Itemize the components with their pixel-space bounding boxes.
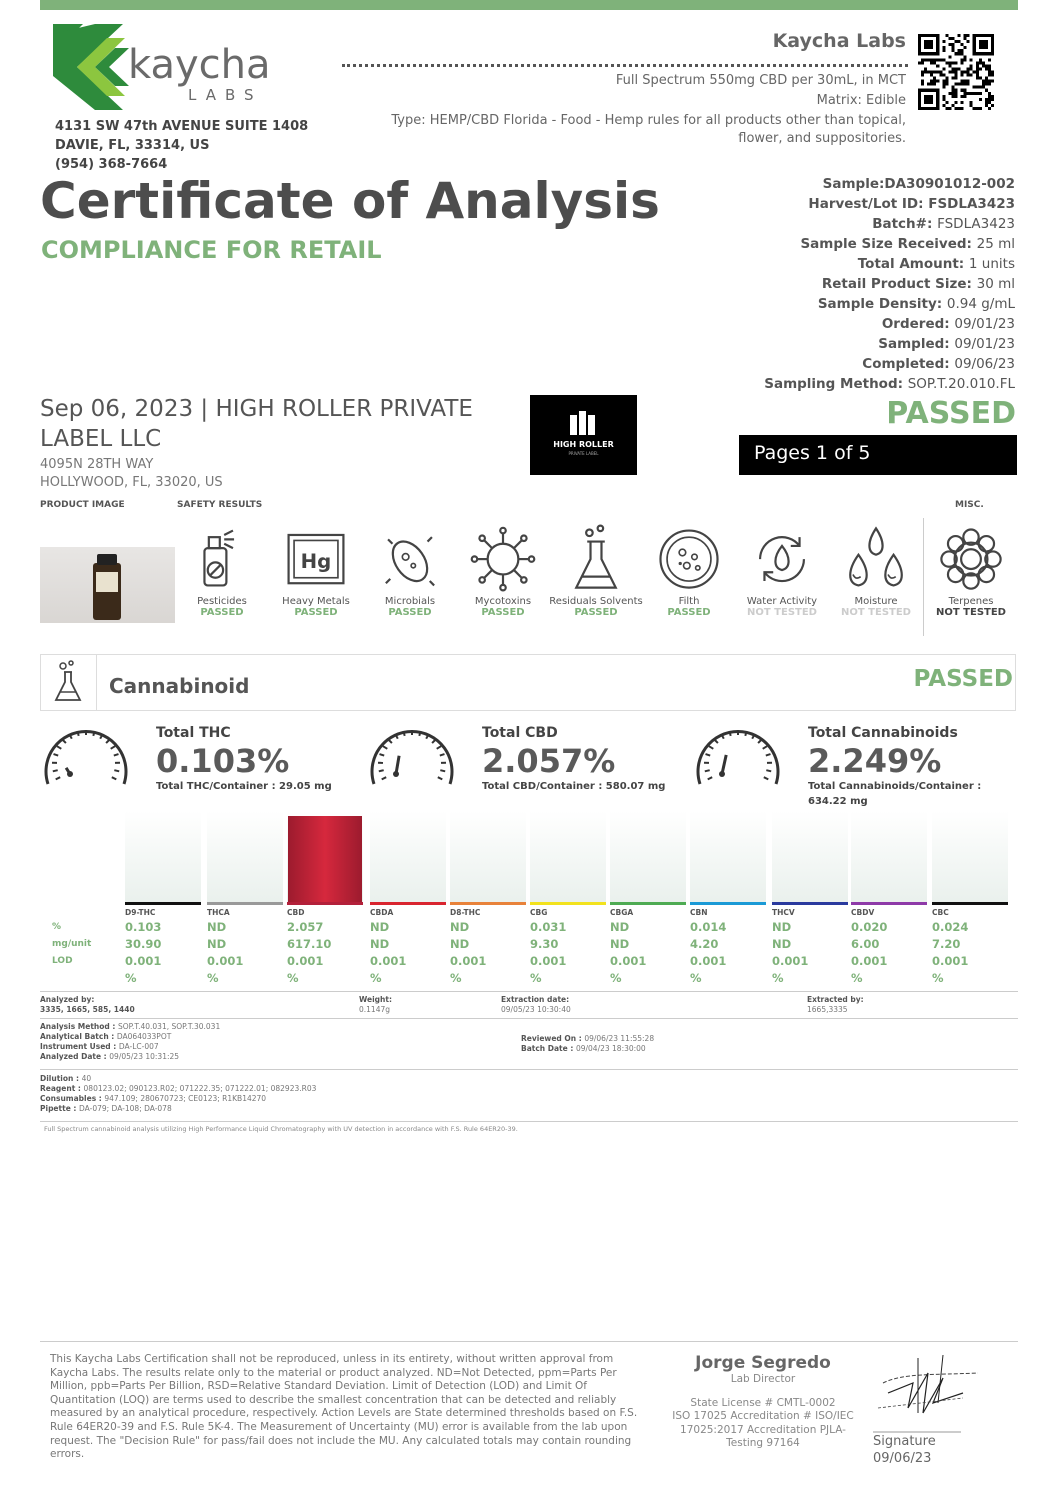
lab-address: 4131 SW 47th AVENUE SUITE 1408 DAVIE, FL, 33314, US (954) 368-7664 [55,119,309,172]
compound-unit: % [287,971,299,985]
safety-status: PASSED [388,607,432,618]
bottle-label [96,572,118,592]
compound-pct: 0.014 [690,920,727,934]
safety-result-terpenes [923,524,1019,618]
safety-result-water-activity [734,524,830,618]
client-address: 4095N 28TH WAY HOLLYWOOD, FL, 33020, US [40,457,223,490]
bar-color-line [287,902,363,905]
safety-name: Terpenes [948,596,994,607]
sample-detail-row [764,274,1015,294]
product-info [346,71,906,147]
sample-detail-value: 09/01/23 [954,336,1015,352]
total-label: Total THC [156,725,231,741]
cannabinoid-header-separator [96,654,97,711]
sample-detail-value: DA30901012-002 [884,176,1015,192]
compound-mg: 617.10 [287,937,332,951]
bar-color-line [851,902,927,905]
compound-pct: ND [207,920,227,934]
compound-lod: 0.001 [530,954,567,968]
sample-detail-row [764,214,1015,234]
compound-name: D9-THC [125,908,156,917]
brand-cards-icon [568,411,598,437]
page-title: Certificate of Analysis [40,172,660,230]
sample-detail-value: 25 ml [976,236,1015,252]
compound-pct: 0.031 [530,920,567,934]
brand-logo-sub: PRIVATE LABEL [568,451,599,456]
compound-name: D8-THC [450,908,481,917]
sample-detail-label: Completed: [862,356,955,372]
sample-detail-row [764,174,1015,194]
total-value: 2.057% [482,742,616,780]
safety-status: NOT TESTED [841,607,911,618]
compound-pct: 2.057 [287,920,324,934]
bar-background [450,811,526,905]
sample-detail-value: FSDLA3423 [937,216,1015,232]
bar-background [370,811,446,905]
compound-pct: 0.020 [851,920,888,934]
bar-background [530,811,606,905]
bar-background [851,811,927,905]
bar-background [125,811,201,905]
compound-lod: 0.001 [932,954,969,968]
sample-detail-row [764,294,1015,314]
review-block: Reviewed On : 09/06/23 11:55:28 Batch Date : 09/04/23 18:30:00 [521,1034,655,1053]
cannabinoid-flask-icon [52,660,84,704]
director-license: State License # CMTL-0002 [690,1396,836,1409]
compound-pct: 0.024 [932,920,969,934]
compound-pct: ND [772,920,792,934]
safety-name: Microbials [384,596,436,607]
safety-status: NOT TESTED [936,607,1006,618]
safety-result-moisture [828,524,924,618]
sample-detail-row [764,354,1015,374]
safety-result-microbials [362,524,458,618]
extracted-by: Extracted by: 1665,3335 [807,995,864,1014]
safety-status: PASSED [574,607,618,618]
top-accent-bar [40,0,1018,10]
safety-status: PASSED [667,607,711,618]
sample-detail-value: 09/01/23 [954,316,1015,332]
heavy-metals-hg-icon [280,524,352,592]
product-name: Full Spectrum 550mg CBD per 30mL, in MCT [615,73,906,88]
bar-color-line [772,902,848,905]
compound-pct: 0.103 [125,920,162,934]
total-per-container: Total CBD/Container : 580.07 mg [482,781,666,792]
total-value: 2.249% [808,742,942,780]
total-per-container: Total THC/Container : 29.05 mg [156,781,332,792]
compound-lod: 0.001 [690,954,727,968]
product-type: Type: HEMP/CBD Florida - Food - Hemp rules for all products other than topical, [391,113,906,128]
safety-name: Filth [678,596,700,607]
sample-detail-label: Sampling Method: [764,376,908,392]
signature-image [873,1353,988,1433]
lab-director [668,1353,858,1451]
compound-lod: 0.001 [851,954,888,968]
virus-icon [467,524,539,592]
safety-name: Heavy Metals [282,596,350,607]
compound-unit: % [690,971,702,985]
compound-lod: 0.001 [772,954,809,968]
compound-name: THCA [207,908,230,917]
compound-name: CBG [530,908,548,917]
compound-mg: ND [772,937,792,951]
qr-code-icon[interactable] [918,34,994,110]
sample-detail-value: 09/06/23 [954,356,1015,372]
lab-name: Kaycha Labs [772,30,906,52]
compound-unit: % [772,971,784,985]
safety-result-mycotoxins [455,524,551,618]
flower-icon [935,524,1007,592]
sample-detail-label: Batch#: [872,216,938,232]
divider [40,1069,1018,1070]
compound-unit: % [851,971,863,985]
compound-mg: 6.00 [851,937,880,951]
compound-pct: ND [610,920,630,934]
misc-separator [923,518,924,636]
compound-name: CBGA [610,908,634,917]
safety-result-filth [641,524,737,618]
pesticide-spray-icon [186,524,258,592]
dotted-divider [342,64,908,67]
compound-unit: % [125,971,137,985]
row-label: LOD [52,956,73,966]
compound-lod: 0.001 [125,954,162,968]
compound-unit: % [370,971,382,985]
weight: Weight: 0.1147g [359,995,392,1014]
safety-result-pesticides [174,524,270,618]
sample-detail-label: Total Amount: [857,256,969,272]
safety-status: PASSED [200,607,244,618]
compound-lod: 0.001 [370,954,407,968]
compound-pct: ND [370,920,390,934]
sample-detail-value: SOP.T.20.010.FL [907,376,1015,392]
compound-lod: 0.001 [450,954,487,968]
sample-detail-label: Harvest/Lot ID: [808,196,929,212]
reagents-block: Dilution : 40 Reagent : 080123.02; 090123.R02; 071222.35; 071222.01; 082923.R03 Consumables : 947.109; 280670723; CE0123; R1KB14270 Pipette : DA-079; DA-108; DA-078 [40,1074,317,1113]
sample-detail-value: FSDLA3423 [928,196,1015,212]
bar-background [690,811,766,905]
total-label: Total CBD [482,725,558,741]
bar-color-line [207,902,283,905]
sample-detail-row [764,374,1015,394]
compound-unit: % [932,971,944,985]
bar-color-line [370,902,446,905]
analysis-method-block: Analysis Method : SOP.T.40.031, SOP.T.30.031 Analytical Batch : DA064033POT Instrument Used : DA-LC-007 Analyzed Date : 09/05/23 10:31:25 [40,1022,221,1061]
total-value: 0.103% [156,742,290,780]
sample-detail-value: 30 ml [976,276,1015,292]
client-brand-logo [530,395,637,475]
bar-color-line [125,902,201,905]
droplets-icon [840,524,912,592]
sample-details [764,174,1015,394]
bar-color-line [450,902,526,905]
compound-unit: % [450,971,462,985]
safety-name: Water Activity [746,596,818,607]
logo-sub-wordmark: LABS [188,86,263,104]
bar-fill [288,816,362,904]
compound-name: CBC [932,908,949,917]
bar-color-line [530,902,606,905]
sample-detail-row [764,314,1015,334]
disclaimer: This Kaycha Labs Certification shall not be reproduced, unless in its entirety, without written approval from Kaycha Labs. The results relate only to the material or product analyzed. ND=Not Detected, ppm=Parts Per Million, ppb=Parts Per Billion, RSD=Relative Standard Deviation. Limit of Detection (LOD) and Limit Of Quantitation (LOQ) are terms used to describe the smallest concentration that can be detected and reliably measured by an analytical procedure, respectively. Action Levels are State determined thresholds based on F.S. Rule 64ER20-39 and F.S. Rule 5K-4. The Measurement of Uncertainty (MU) error is available from the lab upon request. The "Decision Rule" for pass/fail does not include the MU. Any calculated totals may contain rounding errors. [50,1353,638,1461]
safety-result-heavy-metals [268,524,364,618]
sample-detail-label: Sample Density: [817,296,947,312]
director-name: Jorge Segredo [695,1353,831,1373]
gauge-icon [40,722,132,792]
safety-name: Residuals Solvents [549,596,643,607]
misc-label: MISC. [955,500,984,510]
divider [40,1018,1018,1019]
bar-background [207,811,283,905]
safety-status: PASSED [294,607,338,618]
bottle-cap [97,554,117,565]
client-heading: Sep 06, 2023 | HIGH ROLLER PRIVATE LABEL LLC [40,396,473,452]
safety-results-label: SAFETY RESULTS [177,500,263,510]
cannabinoid-status: PASSED [913,666,1013,692]
compound-unit: % [530,971,542,985]
signature-block: Signature 09/06/23 [873,1434,936,1466]
safety-name: Mycotoxins [474,596,532,607]
compound-name: CBDA [370,908,394,917]
director-accreditation: ISO 17025 Accreditation # ISO/IEC 17025:2017 Accreditation PJLA-Testing 97164 [672,1410,854,1450]
petri-dish-icon [653,524,725,592]
compound-mg: 7.20 [932,937,961,951]
compound-mg: ND [207,937,227,951]
sample-detail-label: Sampled: [878,336,955,352]
compound-name: CBD [287,908,305,917]
sample-detail-row [764,194,1015,214]
compound-mg: 9.30 [530,937,559,951]
footer-divider [40,1341,1018,1342]
sample-detail-row [764,254,1015,274]
compound-unit: % [610,971,622,985]
safety-name: Pesticides [197,596,247,607]
overall-status: PASSED [886,396,1016,431]
sample-detail-value: 0.94 g/mL [946,296,1015,312]
sample-detail-label: Ordered: [881,316,955,332]
analyzed-by: Analyzed by: 3335, 1665, 585, 1440 [40,995,135,1014]
compound-mg: ND [610,937,630,951]
compound-mg: ND [370,937,390,951]
safety-result-residuals-solvents [548,524,644,618]
method-note: Full Spectrum cannabinoid analysis utilizing High Performance Liquid Chromatography with UV detection in accordance with F.S. Rule 64ER20-39. [44,1125,518,1133]
safety-status: NOT TESTED [747,607,817,618]
compound-mg: 4.20 [690,937,719,951]
logo-wordmark: kaycha [128,42,271,88]
total-per-container: Total Cannabinoids/Container : 634.22 mg [808,781,982,807]
brand-logo-text: HIGH ROLLER [553,440,614,449]
sample-detail-value: 1 units [968,256,1015,272]
safety-status: PASSED [481,607,525,618]
total-label: Total Cannabinoids [808,725,958,741]
sample-detail-label: Retail Product Size: [821,276,977,292]
sample-detail-label: Sample Size Received: [800,236,977,252]
svg-text:Hg: Hg [300,549,332,573]
row-label: % [52,922,62,932]
compound-mg: 30.90 [125,937,162,951]
product-matrix: Matrix: Edible [816,93,906,108]
gauge-icon [366,722,458,792]
sample-detail-row [764,334,1015,354]
compound-lod: 0.001 [207,954,244,968]
gauge-icon [692,722,784,792]
compound-name: THCV [772,908,795,917]
product-type-cont: flower, and suppositories. [738,131,906,146]
bar-background [932,811,1008,905]
safety-name: Moisture [854,596,898,607]
compound-name: CBN [690,908,708,917]
director-title: Lab Director [730,1373,796,1385]
row-label: mg/unit [52,939,92,949]
divider [40,1121,1018,1122]
microbe-icon [374,524,446,592]
water-cycle-icon [746,524,818,592]
page-subtitle: COMPLIANCE FOR RETAIL [41,236,382,264]
page-counter: Pages 1 of 5 [739,435,1017,475]
flask-icon [560,524,632,592]
compound-mg: ND [450,937,470,951]
compound-lod: 0.001 [287,954,324,968]
bar-color-line [932,902,1008,905]
bar-color-line [690,902,766,905]
bar-background [772,811,848,905]
compound-name: CBDV [851,908,875,917]
divider [40,991,1018,992]
sample-detail-label: Sample: [822,176,885,192]
compound-lod: 0.001 [610,954,647,968]
bar-color-line [610,902,686,905]
product-image-label: PRODUCT IMAGE [40,500,125,510]
compound-pct: ND [450,920,470,934]
cannabinoid-title: Cannabinoid [109,674,250,698]
sample-detail-row [764,234,1015,254]
extraction-date: Extraction date: 09/05/23 10:30:40 [501,995,571,1014]
compound-unit: % [207,971,219,985]
bar-background [610,811,686,905]
